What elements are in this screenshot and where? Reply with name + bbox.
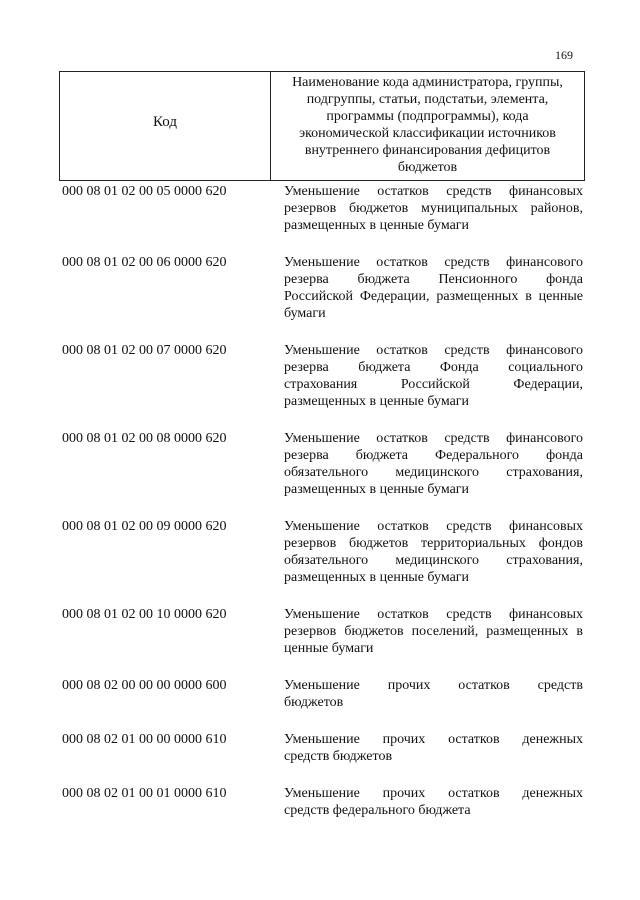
header-name-line: программы (подпрограммы), кода — [326, 109, 529, 124]
row-name-line: резервов бюджетов поселений, размещенных в — [284, 624, 583, 639]
row-name — [272, 606, 585, 657]
table-row — [59, 430, 585, 498]
row-name-line: резерва бюджета Фонда социального — [284, 360, 583, 375]
header-name-line: экономической классификации источников — [299, 126, 556, 141]
header-code-cell — [60, 72, 271, 180]
table-row — [59, 183, 585, 234]
row-name-line: Уменьшение прочих остатков средств — [284, 678, 583, 693]
row-name-line: размещенных в ценные бумаги — [284, 218, 470, 233]
row-name-line: Российской Федерации, размещенных в ценные — [284, 289, 583, 304]
row-name — [272, 430, 585, 498]
row-name-line: Уменьшение прочих остатков денежных — [284, 786, 583, 801]
table-row — [59, 342, 585, 410]
row-name-line: размещенных в ценные бумаги — [284, 570, 470, 585]
header-name-line: подгруппы, статьи, подстатьи, элемента, — [306, 92, 549, 107]
row-name-line: страхования Российской Федерации, — [284, 377, 583, 392]
header-name-line: внутреннего финансирования дефицитов — [304, 143, 551, 158]
row-name-line: Уменьшение остатков средств финансовых — [284, 184, 583, 199]
row-name — [272, 785, 585, 819]
row-name — [272, 677, 585, 711]
row-name — [272, 254, 585, 322]
table-row — [59, 254, 585, 322]
table-row — [59, 731, 585, 765]
row-name-line: Уменьшение прочих остатков денежных — [284, 732, 583, 747]
table-row — [59, 518, 585, 586]
table-row — [59, 677, 585, 711]
row-name-line: размещенных в ценные бумаги — [284, 394, 470, 409]
row-name-line: обязательного медицинского страхования, — [284, 553, 583, 568]
row-name-line: обязательного медицинского страхования, — [284, 465, 583, 480]
row-name-line: резервов бюджетов муниципальных районов, — [284, 201, 583, 216]
table-body — [59, 183, 585, 839]
row-name-line: средств федерального бюджета — [284, 803, 471, 818]
row-name-line: резервов бюджетов территориальных фондов — [284, 536, 583, 551]
header-name-line: бюджетов — [397, 160, 458, 175]
row-code: 000 08 01 02 00 05 0000 620 — [62, 184, 227, 199]
row-code: 000 08 01 02 00 10 0000 620 — [62, 607, 227, 622]
row-name — [272, 183, 585, 234]
row-name-line: средств бюджетов — [284, 749, 393, 764]
row-name-line: Уменьшение остатков средств финансового — [284, 343, 583, 358]
row-name — [272, 518, 585, 586]
row-code: 000 08 02 01 00 01 0000 610 — [62, 786, 227, 801]
row-name-line: резерва бюджета Федерального фонда — [284, 448, 583, 463]
header-code-label: Код — [153, 113, 177, 130]
row-name — [272, 731, 585, 765]
row-name-line: бумаги — [284, 306, 326, 321]
row-name-line: ценные бумаги — [284, 641, 374, 656]
row-code: 000 08 01 02 00 09 0000 620 — [62, 519, 227, 534]
row-code: 000 08 01 02 00 08 0000 620 — [62, 431, 227, 446]
row-name-line: размещенных в ценные бумаги — [284, 482, 470, 497]
table-row — [59, 606, 585, 657]
row-code: 000 08 02 00 00 00 0000 600 — [62, 678, 227, 693]
table-header — [59, 71, 585, 181]
row-code: 000 08 01 02 00 06 0000 620 — [62, 255, 227, 270]
row-name-line: Уменьшение остатков средств финансового — [284, 255, 583, 270]
row-name-line: Уменьшение остатков средств финансовых — [284, 607, 583, 622]
header-name-line: Наименование кода администратора, группы, — [292, 75, 563, 90]
row-code: 000 08 01 02 00 07 0000 620 — [62, 343, 227, 358]
row-name-line: бюджетов — [284, 695, 344, 710]
page-number: 169 — [555, 48, 573, 62]
row-name-line: Уменьшение остатков средств финансовых — [284, 519, 583, 534]
table-row — [59, 785, 585, 819]
header-name-cell — [271, 72, 584, 180]
row-name-line: резерва бюджета Пенсионного фонда — [284, 272, 583, 287]
row-code: 000 08 02 01 00 00 0000 610 — [62, 732, 227, 747]
row-name — [272, 342, 585, 410]
row-name-line: Уменьшение остатков средств финансового — [284, 431, 583, 446]
